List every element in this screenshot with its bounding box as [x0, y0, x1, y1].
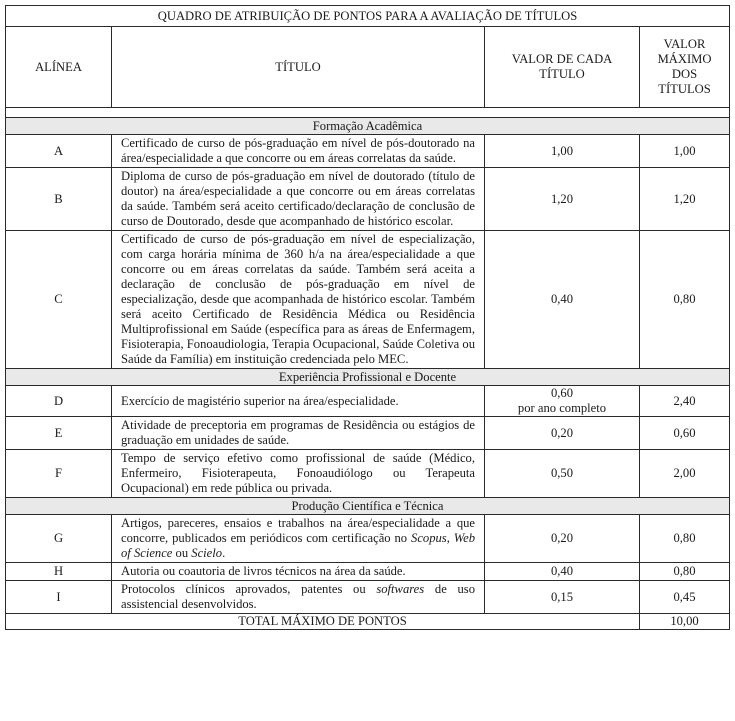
header-titulo: TÍTULO — [112, 27, 485, 108]
titulo-cell: Atividade de preceptoria em programas de Residência ou estágios de graduação em unidades de saúde. — [112, 417, 485, 450]
titulo-cell — [112, 581, 485, 614]
valor-cada-value: 0,40 — [550, 292, 574, 306]
alinea-cell: E — [6, 417, 112, 450]
titulo-text-part: , — [446, 531, 454, 545]
section-title: Produção Científica e Técnica — [6, 498, 730, 515]
titulo-text-part: Artigos, pareceres, ensaios e trabalhos na área/especialidade a que concorre, publicados em periódicos com certificação no — [121, 516, 475, 545]
titulo-cell: Exercício de magistério superior na área/especialidade. — [112, 386, 485, 417]
total-value: 10,00 — [640, 614, 730, 630]
total-row — [6, 614, 730, 630]
titulo-text-part: ou — [172, 546, 192, 560]
valor-cada-value: 0,20 — [550, 531, 574, 545]
points-table — [5, 5, 730, 630]
table-row — [6, 168, 730, 231]
table-row — [6, 231, 730, 369]
spacer-cell — [6, 108, 730, 118]
valor-max-cell: 0,80 — [640, 515, 730, 563]
valor-cada-cell — [485, 168, 640, 231]
valor-cada-value: 0,60 — [550, 386, 574, 400]
titulo-cell: Diploma de curso de pós-graduação em nível de doutorado (título de doutor) na área/especialidade a que concorre ou em áreas correlatas da saúde. Também será aceito certificado/declaração de conclusão de curso de Doutorado, desde que acompanhado de histórico escolar. — [112, 168, 485, 231]
table-title-row — [6, 6, 730, 27]
spacer-row — [6, 108, 730, 118]
header-valor-cada — [485, 27, 640, 108]
valor-cada-value: 0,40 — [550, 564, 574, 578]
alinea-cell: F — [6, 450, 112, 498]
valor-cada-cell — [485, 581, 640, 614]
valor-cada-value: 1,20 — [550, 191, 574, 206]
titulo-italic-term: Scopus — [411, 531, 447, 545]
valor-max-cell: 0,60 — [640, 417, 730, 450]
header-alinea: ALÍNEA — [6, 27, 112, 108]
table-row — [6, 417, 730, 450]
valor-max-cell: 0,80 — [640, 231, 730, 369]
valor-cada-cell — [485, 135, 640, 168]
valor-cada-cell — [485, 386, 640, 417]
section-header-row — [6, 498, 730, 515]
valor-cada-cell — [485, 231, 640, 369]
header-row — [6, 27, 730, 108]
valor-max-cell: 2,00 — [640, 450, 730, 498]
table-title: QUADRO DE ATRIBUIÇÃO DE PONTOS PARA A AVALIAÇÃO DE TÍTULOS — [6, 6, 730, 27]
valor-max-cell: 0,45 — [640, 581, 730, 614]
section-header-row — [6, 118, 730, 135]
total-label: TOTAL MÁXIMO DE PONTOS — [6, 614, 640, 630]
titulo-cell: Certificado de curso de pós-graduação em nível de especialização, com carga horária mínima de 360 h/a na área/especialidade a que concorre ou em áreas correlatas da saúde. Também será aceita a declaração de conclusão de pós-graduação em nível de especialização, desde que acompanhada de histórico escolar. Também será aceito Certificado de Residência Médica ou Residência Multiprofissional em Saúde (específica para as áreas de Enfermagem, Fisioterapia, Fonoaudiologia, Terapia Ocupacional, Saúde Coletiva ou Saúde da Família) em instituição credenciada pelo MEC. — [112, 231, 485, 369]
table-row — [6, 581, 730, 614]
section-header-row — [6, 369, 730, 386]
section-title: Experiência Profissional e Docente — [6, 369, 730, 386]
valor-cada-cell — [485, 417, 640, 450]
titulo-text-part: de uso assistencial desenvolvidos. — [121, 582, 475, 611]
header-valor-cada-text: VALOR DE CADA TÍTULO — [511, 52, 613, 81]
valor-max-cell: 0,80 — [640, 563, 730, 581]
table-row — [6, 450, 730, 498]
alinea-cell: A — [6, 135, 112, 168]
titulo-text-part: . — [222, 546, 226, 560]
valor-max-cell: 1,20 — [640, 168, 730, 231]
valor-cada-value: 1,00 — [550, 143, 574, 158]
alinea-cell: G — [6, 515, 112, 563]
titulo-italic-term: Web of Science — [121, 531, 476, 560]
table-body — [6, 118, 730, 614]
alinea-cell: B — [6, 168, 112, 231]
alinea-cell: I — [6, 581, 112, 614]
titulo-cell — [112, 515, 485, 563]
alinea-cell: D — [6, 386, 112, 417]
valor-cada-cell — [485, 515, 640, 563]
header-valor-max — [640, 27, 730, 108]
table-row — [6, 386, 730, 417]
titulo-cell: Certificado de curso de pós-graduação em nível de pós-doutorado na área/especialidade a que concorre ou em áreas correlatas da saúde. — [112, 135, 485, 168]
valor-cada-value: 0,20 — [550, 425, 574, 440]
table-row — [6, 515, 730, 563]
titulo-italic-term: Scielo — [191, 546, 223, 560]
table-row — [6, 563, 730, 581]
valor-cada-note: por ano completo — [517, 401, 607, 415]
header-valor-max-text: VALOR MÁXIMO DOS TÍTULOS — [657, 37, 712, 96]
titulo-italic-term: softwares — [376, 582, 425, 596]
titulo-cell: Autoria ou coautoria de livros técnicos na área da saúde. — [112, 563, 485, 581]
valor-max-cell: 1,00 — [640, 135, 730, 168]
section-title: Formação Acadêmica — [6, 118, 730, 135]
valor-cada-value: 0,50 — [550, 466, 574, 480]
valor-cada-cell — [485, 563, 640, 581]
table-row — [6, 135, 730, 168]
titulo-cell: Tempo de serviço efetivo como profissional de saúde (Médico, Enfermeiro, Fisioterapeuta, Fonoaudiólogo ou Terapeuta Ocupacional) em rede pública ou privada. — [112, 450, 485, 498]
valor-max-cell: 2,40 — [640, 386, 730, 417]
alinea-cell: C — [6, 231, 112, 369]
alinea-cell: H — [6, 563, 112, 581]
titulo-text-part: Protocolos clínicos aprovados, patentes ou — [121, 582, 377, 596]
valor-cada-cell — [485, 450, 640, 498]
valor-cada-value: 0,15 — [550, 589, 574, 604]
